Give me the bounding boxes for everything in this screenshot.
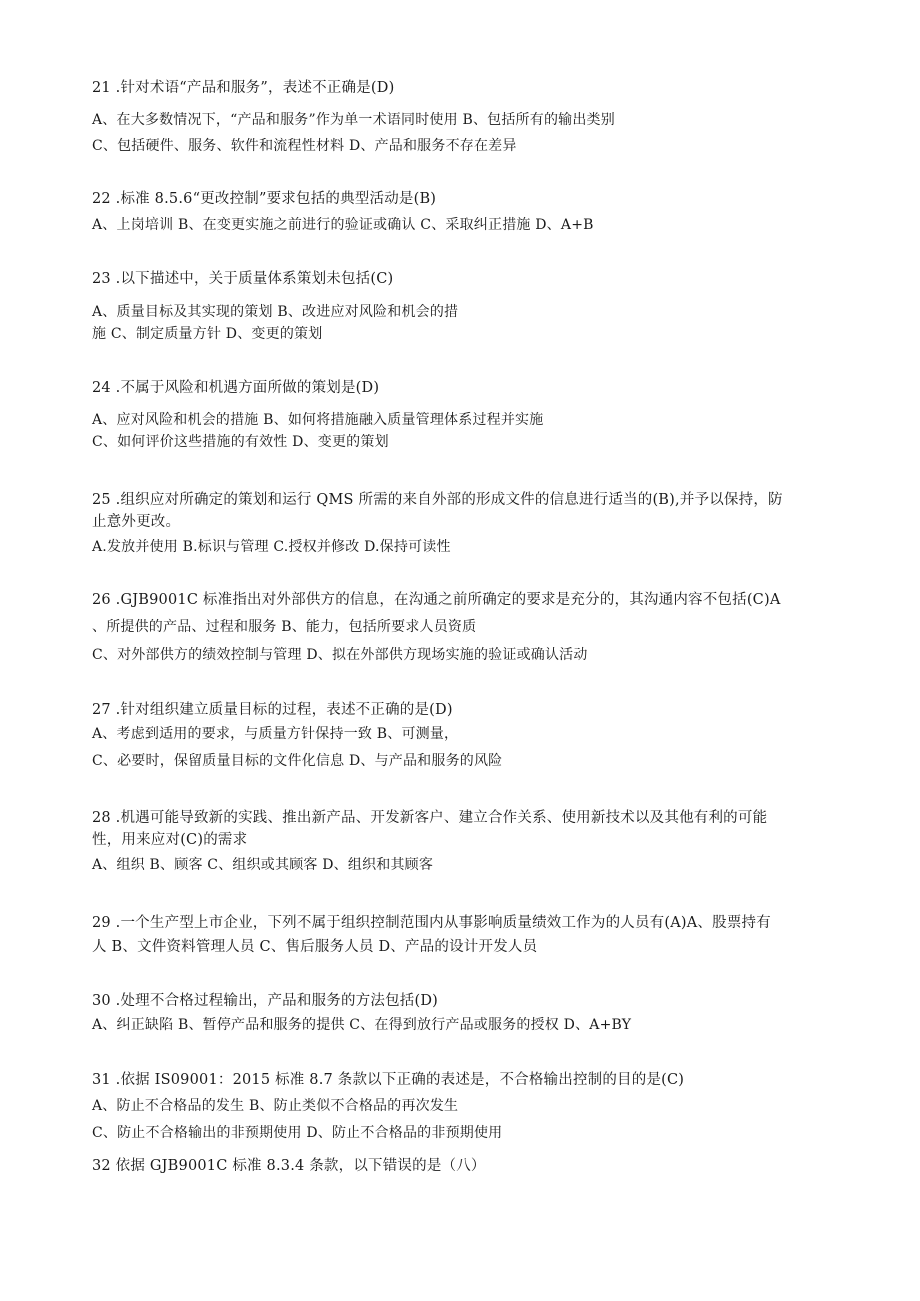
question-25-stem-continued: 止意外更改。 [92,514,181,530]
question-23-option-line-1: A、质量目标及其实现的策划 B、改进应对风险和机会的措 [92,304,459,320]
question-26-stem: 26 .GJB9001C 标准指出对外部供方的信息，在沟通之前所确定的要求是充分的，其沟通内容不包括(C)A [92,592,781,608]
question-27-option-line-1: A、考虑到适用的要求，与质量方针保持一致 B、可测量， [92,726,459,742]
question-21-option-line-1: A、在大多数情况下，“产品和服务”作为单一术语同时使用 B、包括所有的输出类别 [92,112,615,128]
question-27-option-line-2: C、必要时，保留质量目标的文件化信息 D、与产品和服务的风险 [92,753,503,769]
question-28-stem-continued: 性，用来应对(C)的需求 [92,832,248,848]
question-28-stem: 28 .机遇可能导致新的实践、推出新产品、开发新客户、建立合作关系、使用新技术以及其他有利的可能 [92,810,768,826]
question-26-option-line-2: C、对外部供方的绩效控制与管理 D、拟在外部供方现场实施的验证或确认活动 [92,647,588,663]
question-24-stem: 24 .不属于风险和机遇方面所做的策划是(D) [92,380,380,396]
question-29-stem: 29 .一个生产型上市企业，下列不属于组织控制范围内从事影响质量绩效工作为的人员有(A)A、股票持有 [92,915,771,931]
question-24-option-line-2: C、如何评价这些措施的有效性 D、变更的策划 [92,434,389,450]
question-22-stem: 22 .标准 8.5.6“更改控制”要求包括的典型活动是(B) [92,191,437,207]
question-26-option-line-1: 、所提供的产品、过程和服务 B、能力，包括所要求人员资质 [92,619,477,635]
question-30-option-line-1: A、纠正缺陷 B、暂停产品和服务的提供 C、在得到放行产品或服务的授权 D、A+BY [92,1017,632,1033]
question-22-option-line-1: A、上岗培训 B、在变更实施之前进行的验证或确认 C、采取纠正措施 D、A+B [92,217,594,233]
question-21-option-line-2: C、包括硬件、服务、软件和流程性材料 D、产品和服务不存在差异 [92,138,517,154]
question-24-option-line-1: A、应对风险和机会的措施 B、如何将措施融入质量管理体系过程并实施 [92,412,544,428]
question-27-stem: 27 .针对组织建立质量目标的过程，表述不正确的是(D) [92,702,453,718]
question-31-stem: 31 .依据 IS09001：2015 标准 8.7 条款以下正确的表述是，不合格输出控制的目的是(C) [92,1072,685,1088]
question-23-option-line-2: 施 C、制定质量方针 D、变更的策划 [92,326,323,342]
question-21-stem: 21 .针对术语“产品和服务”，表述不正确是(D) [92,80,395,96]
question-23-stem: 23 .以下描述中，关于质量体系策划未包括(C) [92,271,394,287]
question-25-stem: 25 .组织应对所确定的策划和运行 QMS 所需的来自外部的形成文件的信息进行适当的(B),并予以保持，防 [92,492,783,508]
question-25-option-line-1: A.发放并使用 B.标识与管理 C.授权并修改 D.保持可读性 [92,539,451,555]
question-30-stem: 30 .处理不合格过程输出，产品和服务的方法包括(D) [92,993,439,1009]
question-31-option-line-2: C、防止不合格输出的非预期使用 D、防止不合格品的非预期使用 [92,1125,503,1141]
question-29-stem-continued: 人 B、文件资料管理人员 C、售后服务人员 D、产品的设计开发人员 [92,939,538,955]
question-31-option-line-1: A、防止不合格品的发生 B、防止类似不合格品的再次发生 [92,1098,459,1114]
question-32-stem: 32 依据 GJB9001C 标准 8.3.4 条款，以下错误的是（八） [92,1158,486,1174]
question-28-option-line-1: A、组织 B、顾客 C、组织或其顾客 D、组织和其顾客 [92,857,434,873]
